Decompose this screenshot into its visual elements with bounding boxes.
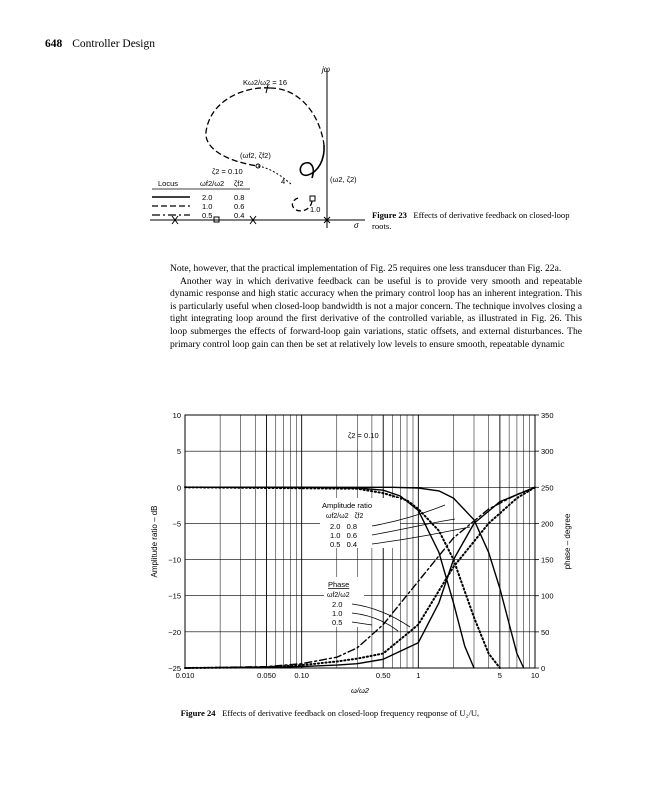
legend-col-ratio: ωf2/ω2 [200,179,225,188]
phase-legend-header: ωf2/ω2 [327,592,350,599]
body-paragraph-1: Note, however, that the practical implementation of Fig. 25 requires one less transducer than Fig. 22a. [170,263,562,274]
y-tick-label: 0 [176,483,181,493]
phase-legend-row-3: 0.5 [332,618,343,627]
root-marker-square [310,196,315,201]
body-paragraph-2: Another way in which derivative feedback can be useful is to provide very smooth and repeatable dynamic response and high static accuracy when the primary control loop has an inherent integration. This is particularly useful when closed-loop bandwidth is not a major concern. The technique involves closing a tight integrating loop around the first derivative of the controlled variable, as illustrated in Fig. 26. This loop submerges the effects of forward-loop gain variations, static offsets, and external disturbances. The primary control loop gain can then be set at relatively low levels to ensure smooth, repeatable dynamic [170,275,582,350]
amp-legend-row-3: 0.5 0.4 [330,540,358,549]
x-tick-label: 10 [530,671,540,680]
amp-legend-header: ωf2/ω2 ζf2 [326,513,364,520]
legend-row-3-zeta: 0.4 [234,211,245,220]
y-tick-label: −15 [168,591,181,601]
phase-legend-row-1: 2.0 [332,600,343,609]
x-tick-label: 0.10 [294,671,309,680]
figure-23-caption [372,210,582,232]
x-tick-label: 5 [497,671,502,680]
y-tick-label: −10 [168,555,181,565]
figure-24-caption-text: Effects of derivative feedback on closed-loop frequency reqponse of U₂/Uₑ [222,708,480,718]
phase-legend-row-2: 1.0 [332,609,343,618]
legend-col-zeta: ζf2 [234,179,244,188]
amp-legend-row-2: 1.0 0.6 [330,531,358,540]
body-text [170,263,582,351]
y2-tick-label: 250 [541,483,554,493]
y2-tick-label: 100 [541,591,554,601]
chart-labels [150,411,572,695]
y2-tick-label: 300 [541,447,554,457]
sigma-axis-label: σ [354,221,359,230]
locus-small-loop [300,145,324,178]
y2-tick-label: 200 [541,519,554,529]
legend-col-locus: Locus [158,179,179,188]
y-tick-label: −25 [168,664,181,673]
legend-row-1-ratio: 2.0 [202,193,213,202]
figure-24-caption-label: Figure 24 [180,708,216,718]
point-label-2: (ω2, ζ2) [330,175,357,184]
amp-legend-title: Amplitude ratio [322,501,373,510]
locus-large-loop-right [270,88,324,145]
amp-legend-row-1: 2.0 0.8 [330,522,358,531]
figure-23-caption-text: Effects of derivative feedback on closed-loop roots. [372,210,570,231]
point-label-1: (ωf2, ζf2) [240,151,271,160]
y2-axis-label: phase – degree [563,513,572,570]
y2-tick-label: 0 [541,664,546,673]
section-title: Controller Design [72,38,155,50]
y-tick-label: −5 [172,519,181,529]
marker-label-1: 1.0 [310,205,321,214]
phase-legend-title: Phase [328,580,350,589]
figure-23-caption-label: Figure 23 [372,210,407,220]
zeta-label: ζ2 = 0.10 [212,167,243,176]
y2-tick-label: 150 [541,555,554,565]
y-tick-label: 10 [172,411,181,420]
x-axis-label: ω/ω2 [351,686,369,695]
y2-tick-label: 350 [541,411,554,420]
figure-24-chart [140,405,595,700]
x-tick-label: 0.010 [175,671,195,680]
jw-axis-label: jω [322,65,331,74]
x-tick-label: 1 [416,671,421,680]
locus-dotted-arc [258,166,292,185]
figure-23-root-locus [140,60,370,235]
marker-label-4: 4 [281,177,286,186]
legend-row-2-ratio: 1.0 [202,202,213,211]
figure-24-caption [70,708,590,719]
legend-row-3-ratio: 0.5 [202,211,213,220]
legend-row-1-zeta: 0.8 [234,193,245,202]
y-tick-label: 5 [176,447,181,457]
fig24-zeta-label: ζ2 = 0.10 [348,431,379,440]
x-tick-label: 0.50 [375,671,391,680]
y-tick-label: −20 [168,627,181,637]
y-axis-label: Amplitude ratio – dB [150,505,159,578]
page-number: 648 [45,38,63,50]
gain-label: Kω2/ω2 = 16 [243,78,288,87]
legend-row-2-zeta: 0.6 [234,202,245,211]
y2-tick-label: 50 [541,627,550,637]
running-head [45,38,155,50]
x-tick-label: 0.050 [257,671,276,680]
